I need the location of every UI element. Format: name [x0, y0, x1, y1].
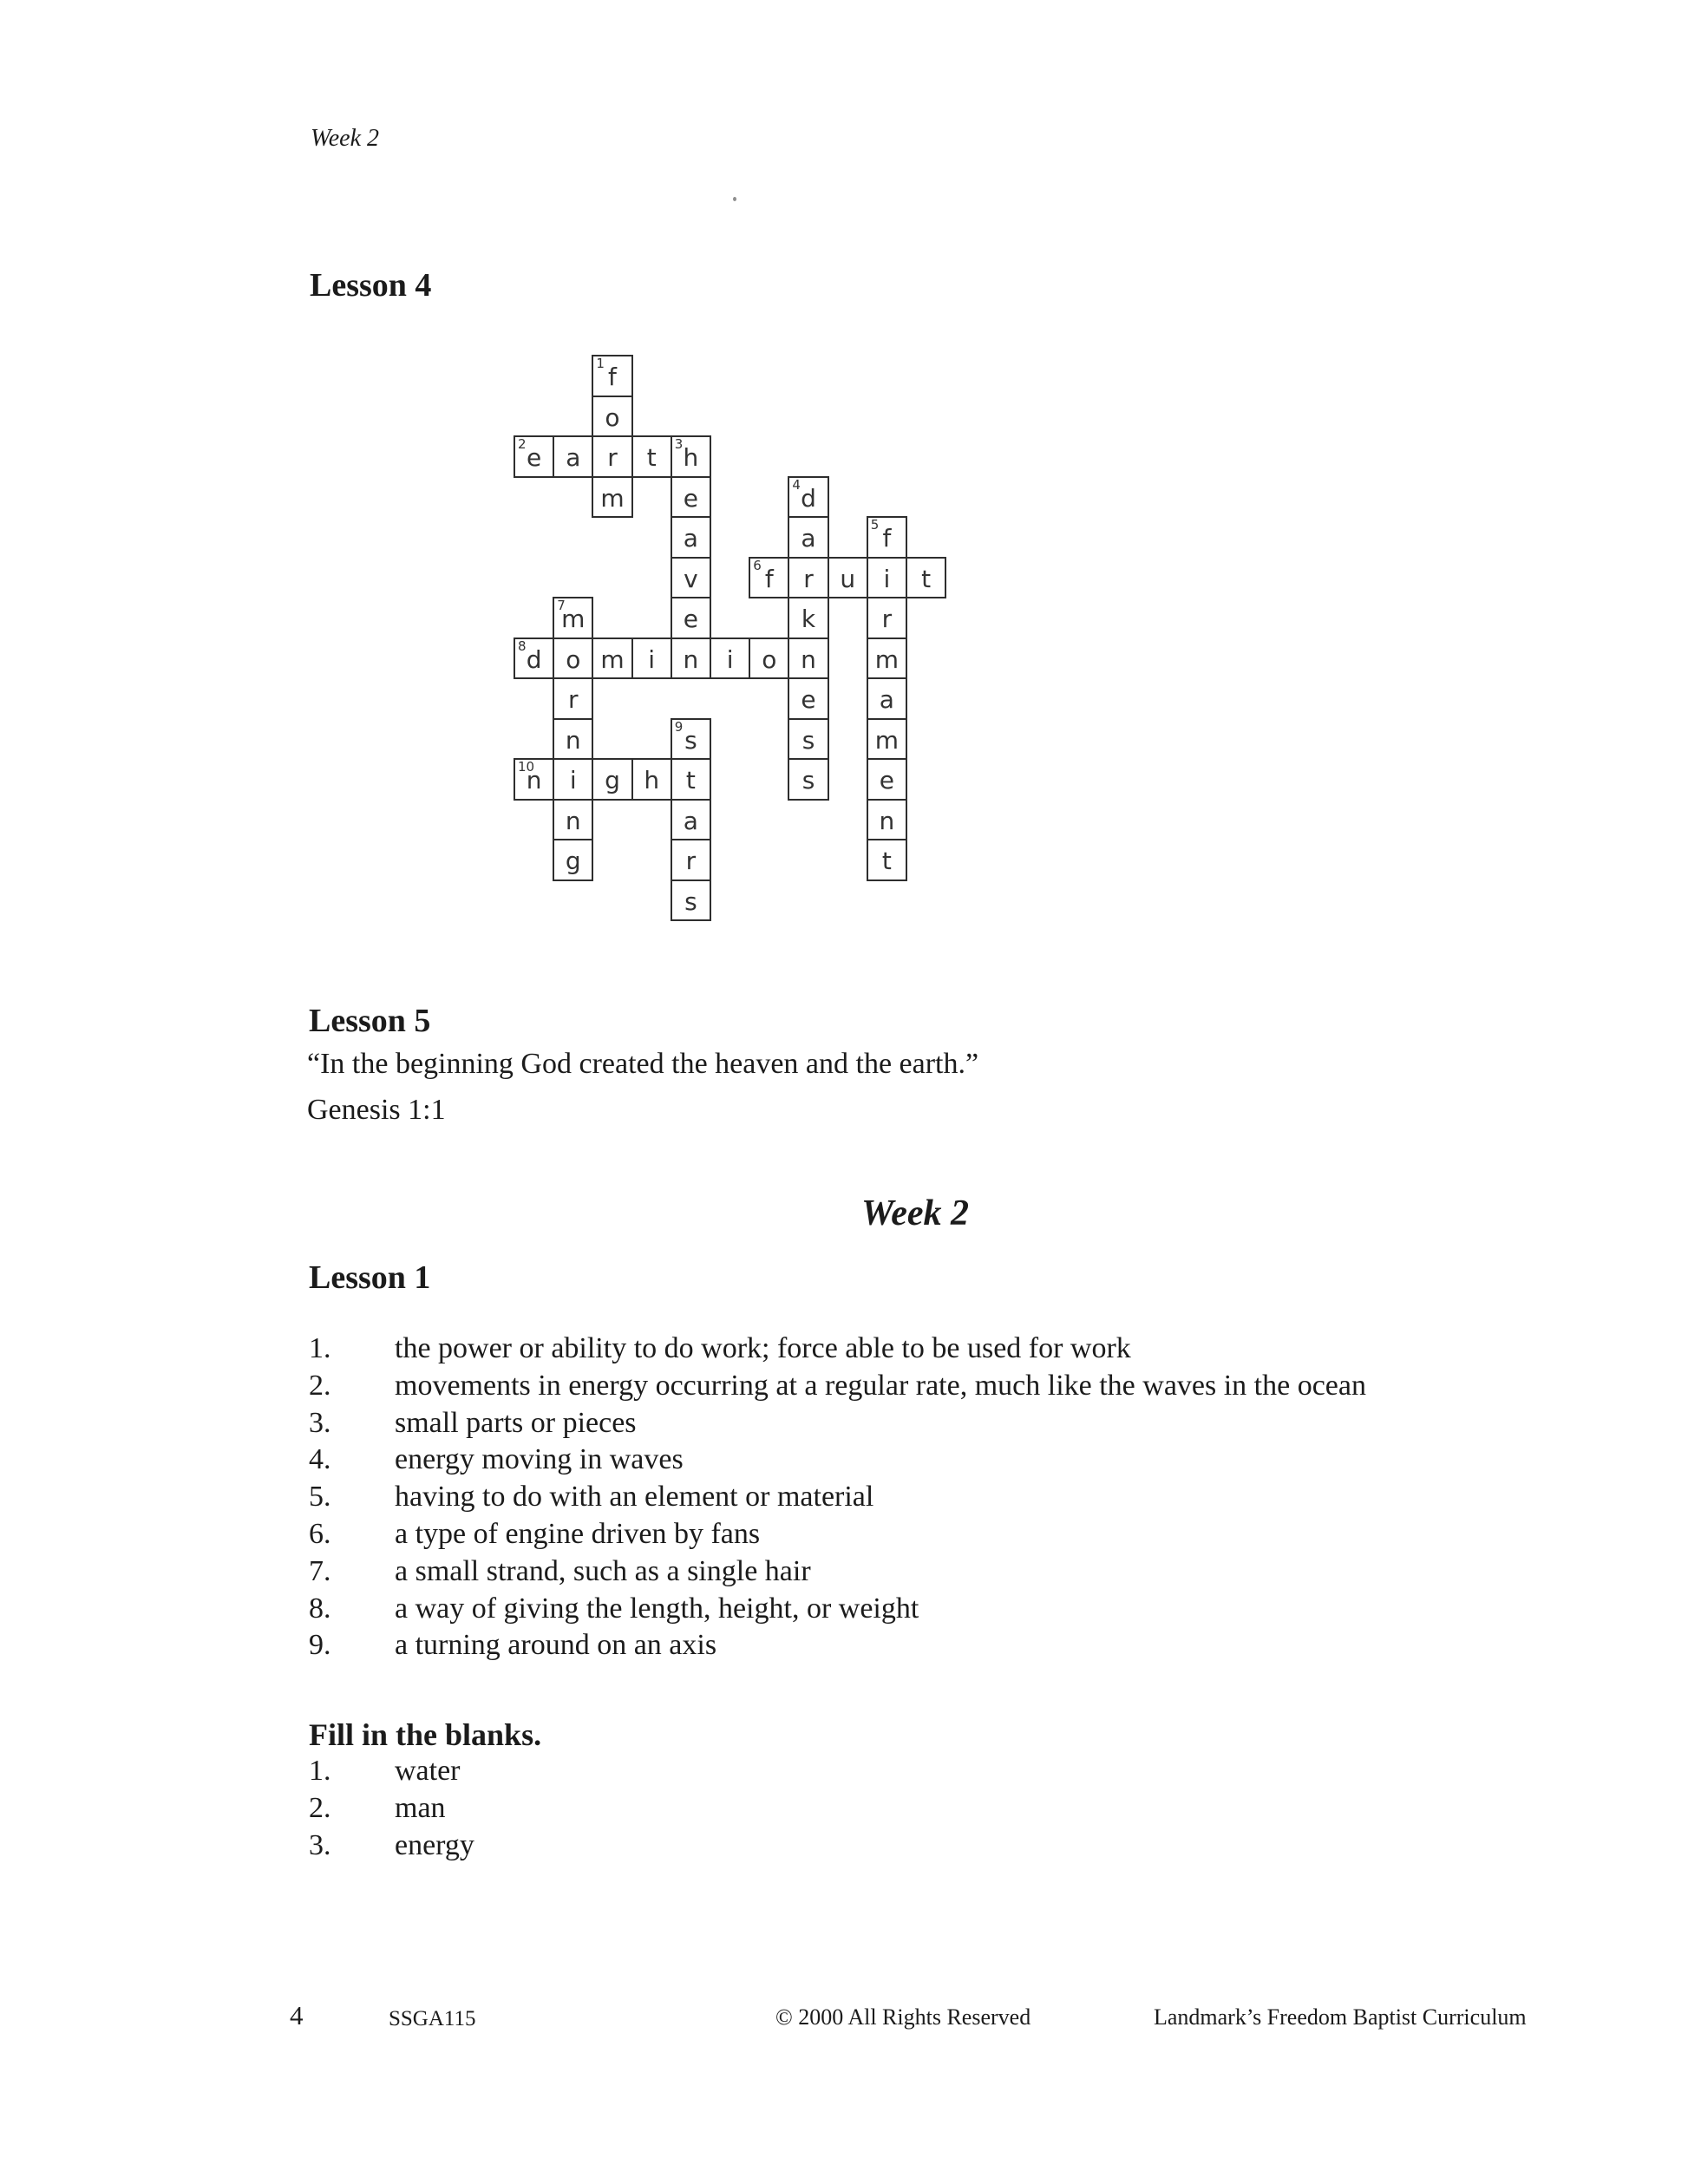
answer-letter: k	[801, 605, 816, 634]
answer-letter: g	[605, 766, 620, 795]
crossword-cell	[710, 638, 750, 680]
crossword-cell	[671, 516, 711, 559]
crossword-cell	[592, 476, 632, 519]
crossword-cell	[749, 638, 789, 680]
lesson1-answer-list	[309, 1331, 1366, 1664]
answer-letter: r	[803, 564, 814, 593]
answer-letter: r	[685, 847, 697, 876]
clue-number: 2	[518, 436, 527, 452]
answer-letter: o	[566, 644, 581, 674]
lesson4-title: Lesson 4	[310, 267, 432, 304]
crossword-cell	[671, 597, 711, 639]
course-code: SSGA115	[389, 2007, 476, 2030]
crossword-cell	[553, 799, 593, 841]
week-heading: Week 2	[861, 1193, 970, 1233]
answer-letter: o	[762, 644, 777, 674]
answer-item	[309, 1553, 1366, 1591]
answer-item	[309, 1828, 474, 1865]
copyright-notice: © 2000 All Rights Reserved	[775, 2004, 1031, 2030]
item-number: 6.	[309, 1517, 331, 1550]
item-number: 1.	[309, 1332, 331, 1364]
clue-number: 8	[518, 638, 527, 654]
answer-letter: e	[801, 685, 816, 715]
crossword-cell	[788, 638, 828, 680]
answer-letter: s	[801, 725, 815, 755]
clue-number: 9	[674, 718, 684, 735]
answer-letter: m	[561, 605, 586, 634]
answer-letter: m	[600, 483, 625, 513]
item-text: having to do with an element or material	[395, 1481, 874, 1514]
answer-letter: e	[683, 483, 698, 513]
crossword-cell	[553, 435, 593, 478]
item-text: a turning around on an axis	[395, 1629, 717, 1662]
answer-letter: a	[566, 443, 581, 473]
crossword-cell	[631, 638, 672, 680]
answer-letter: t	[646, 443, 657, 473]
crossword-cell	[671, 435, 711, 478]
answer-letter: e	[879, 766, 894, 795]
publisher-name: Landmark’s Freedom Baptist Curriculum	[1154, 2004, 1527, 2030]
answer-letter: a	[879, 685, 894, 715]
item-number: 5.	[309, 1481, 331, 1514]
crossword-cell	[553, 718, 593, 761]
answer-letter: r	[881, 605, 893, 634]
item-text: small parts or pieces	[395, 1406, 637, 1439]
answer-letter: t	[921, 564, 932, 593]
crossword-cell	[553, 839, 593, 881]
item-text: energy moving in waves	[395, 1443, 684, 1476]
answer-item	[309, 1368, 1366, 1405]
item-text: a type of engine driven by fans	[395, 1517, 761, 1550]
crossword-cell	[788, 677, 828, 720]
crossword-cell	[671, 758, 711, 801]
crossword-cell	[867, 718, 907, 761]
crossword-cell	[671, 638, 711, 680]
answer-letter: m	[874, 644, 900, 674]
crossword-cell	[671, 557, 711, 599]
item-number: 9.	[309, 1629, 331, 1662]
item-text: the power or ability to do work; force able to be used for work	[395, 1332, 1131, 1364]
clue-number: 1	[596, 356, 605, 371]
crossword-cell	[788, 557, 828, 599]
answer-item	[309, 1331, 1366, 1368]
answer-letter: h	[683, 443, 699, 473]
answer-letter: d	[801, 483, 816, 513]
answer-letter: u	[840, 564, 856, 593]
clue-number: 5	[870, 517, 880, 533]
crossword-cell	[592, 758, 632, 801]
crossword-cell	[671, 799, 711, 841]
crossword-cell	[631, 435, 672, 478]
answer-letter: f	[882, 524, 892, 553]
answer-letter: s	[684, 886, 697, 916]
item-number: 1.	[309, 1755, 331, 1787]
item-text: movements in energy occurring at a regular rate, much like the waves in the ocean	[395, 1369, 1366, 1402]
answer-letter: o	[605, 402, 620, 432]
crossword-cell	[867, 677, 907, 720]
clue-number: 10	[518, 759, 535, 775]
crossword-cell	[553, 597, 593, 639]
answer-letter: a	[683, 524, 698, 553]
answer-letter: i	[726, 644, 734, 674]
answer-letter: n	[526, 766, 542, 795]
item-number: 4.	[309, 1443, 331, 1476]
fill-in-the-blanks-heading: Fill in the blanks.	[309, 1717, 542, 1752]
answer-letter: h	[644, 766, 660, 795]
answer-letter: r	[568, 685, 579, 715]
item-number: 8.	[309, 1592, 331, 1625]
item-text: energy	[395, 1828, 474, 1861]
item-number: 3.	[309, 1828, 331, 1861]
answer-letter: a	[801, 524, 816, 553]
answer-item	[309, 1516, 1366, 1553]
answer-letter: n	[879, 806, 895, 835]
crossword-cell	[553, 758, 593, 801]
crossword-cell	[514, 638, 554, 680]
verse-reference: Genesis 1:1	[307, 1094, 446, 1126]
crossword-cell	[514, 435, 554, 478]
item-text: man	[395, 1791, 446, 1824]
answer-letter: n	[683, 644, 699, 674]
answer-letter: i	[883, 564, 891, 593]
crossword-cell	[553, 677, 593, 720]
crossword-cell	[867, 597, 907, 639]
crossword-cell	[671, 839, 711, 881]
crossword-cell	[592, 355, 632, 397]
answer-item	[309, 1591, 1366, 1628]
clue-number: 6	[753, 557, 762, 573]
answer-letter: n	[565, 806, 581, 835]
answer-letter: f	[764, 564, 774, 593]
crossword-cell	[788, 758, 828, 801]
answer-item	[309, 1405, 1366, 1442]
answer-letter: e	[526, 443, 542, 473]
crossword-cell	[592, 638, 632, 680]
answer-letter: m	[874, 725, 900, 755]
answer-letter: t	[685, 766, 696, 795]
answer-item	[309, 1627, 1366, 1664]
crossword-cell	[788, 476, 828, 519]
crossword-cell	[867, 557, 907, 599]
answer-letter: n	[801, 644, 816, 674]
crossword-cell	[828, 557, 868, 599]
answer-letter: s	[684, 725, 697, 755]
answer-letter: s	[801, 766, 815, 795]
item-number: 7.	[309, 1554, 331, 1587]
crossword-cell	[788, 516, 828, 559]
crossword-cell	[867, 839, 907, 881]
crossword-cell	[867, 799, 907, 841]
crossword-cell	[671, 879, 711, 922]
lesson5-title: Lesson 5	[309, 1003, 431, 1039]
crossword-cell	[553, 638, 593, 680]
item-number: 3.	[309, 1406, 331, 1439]
item-text: a small strand, such as a single hair	[395, 1554, 811, 1587]
clue-number: 7	[557, 598, 566, 613]
answer-item	[309, 1753, 474, 1790]
crossword-cell	[671, 476, 711, 519]
fill-answer-list	[309, 1753, 474, 1864]
crossword-cell	[631, 758, 672, 801]
answer-letter: a	[683, 806, 698, 835]
answer-letter: d	[526, 644, 542, 674]
clue-number: 3	[674, 436, 684, 452]
answer-item	[309, 1442, 1366, 1479]
crossword-cell	[592, 435, 632, 478]
crossword-puzzle	[514, 355, 949, 925]
answer-letter: f	[608, 363, 617, 392]
memory-verse: “In the beginning God created the heaven and the earth.”	[307, 1048, 979, 1080]
crossword-cell	[671, 718, 711, 761]
crossword-cell	[514, 758, 554, 801]
item-number: 2.	[309, 1369, 331, 1402]
crossword-cell	[867, 516, 907, 559]
answer-letter: r	[607, 443, 618, 473]
crossword-cell	[592, 396, 632, 438]
crossword-cell	[749, 557, 789, 599]
crossword-cell	[906, 557, 946, 599]
answer-letter: i	[569, 766, 577, 795]
scan-speck	[733, 197, 736, 201]
answer-letter: e	[683, 605, 698, 634]
answer-letter: n	[565, 725, 581, 755]
answer-item	[309, 1479, 1366, 1516]
crossword-cell	[867, 638, 907, 680]
clue-number: 4	[792, 476, 801, 493]
answer-letter: t	[881, 847, 892, 876]
item-text: water	[395, 1755, 461, 1787]
answer-letter: g	[565, 847, 581, 876]
item-number: 2.	[309, 1791, 331, 1824]
lesson1-title: Lesson 1	[309, 1259, 431, 1296]
crossword-cell	[867, 758, 907, 801]
page-number: 4	[290, 2000, 304, 2030]
answer-letter: m	[600, 644, 625, 674]
answer-letter: i	[648, 644, 656, 674]
running-header: Week 2	[311, 125, 380, 152]
item-text: a way of giving the length, height, or weight	[395, 1592, 919, 1625]
crossword-cell	[788, 718, 828, 761]
answer-item	[309, 1790, 474, 1828]
crossword-cell	[788, 597, 828, 639]
answer-letter: v	[684, 564, 698, 593]
